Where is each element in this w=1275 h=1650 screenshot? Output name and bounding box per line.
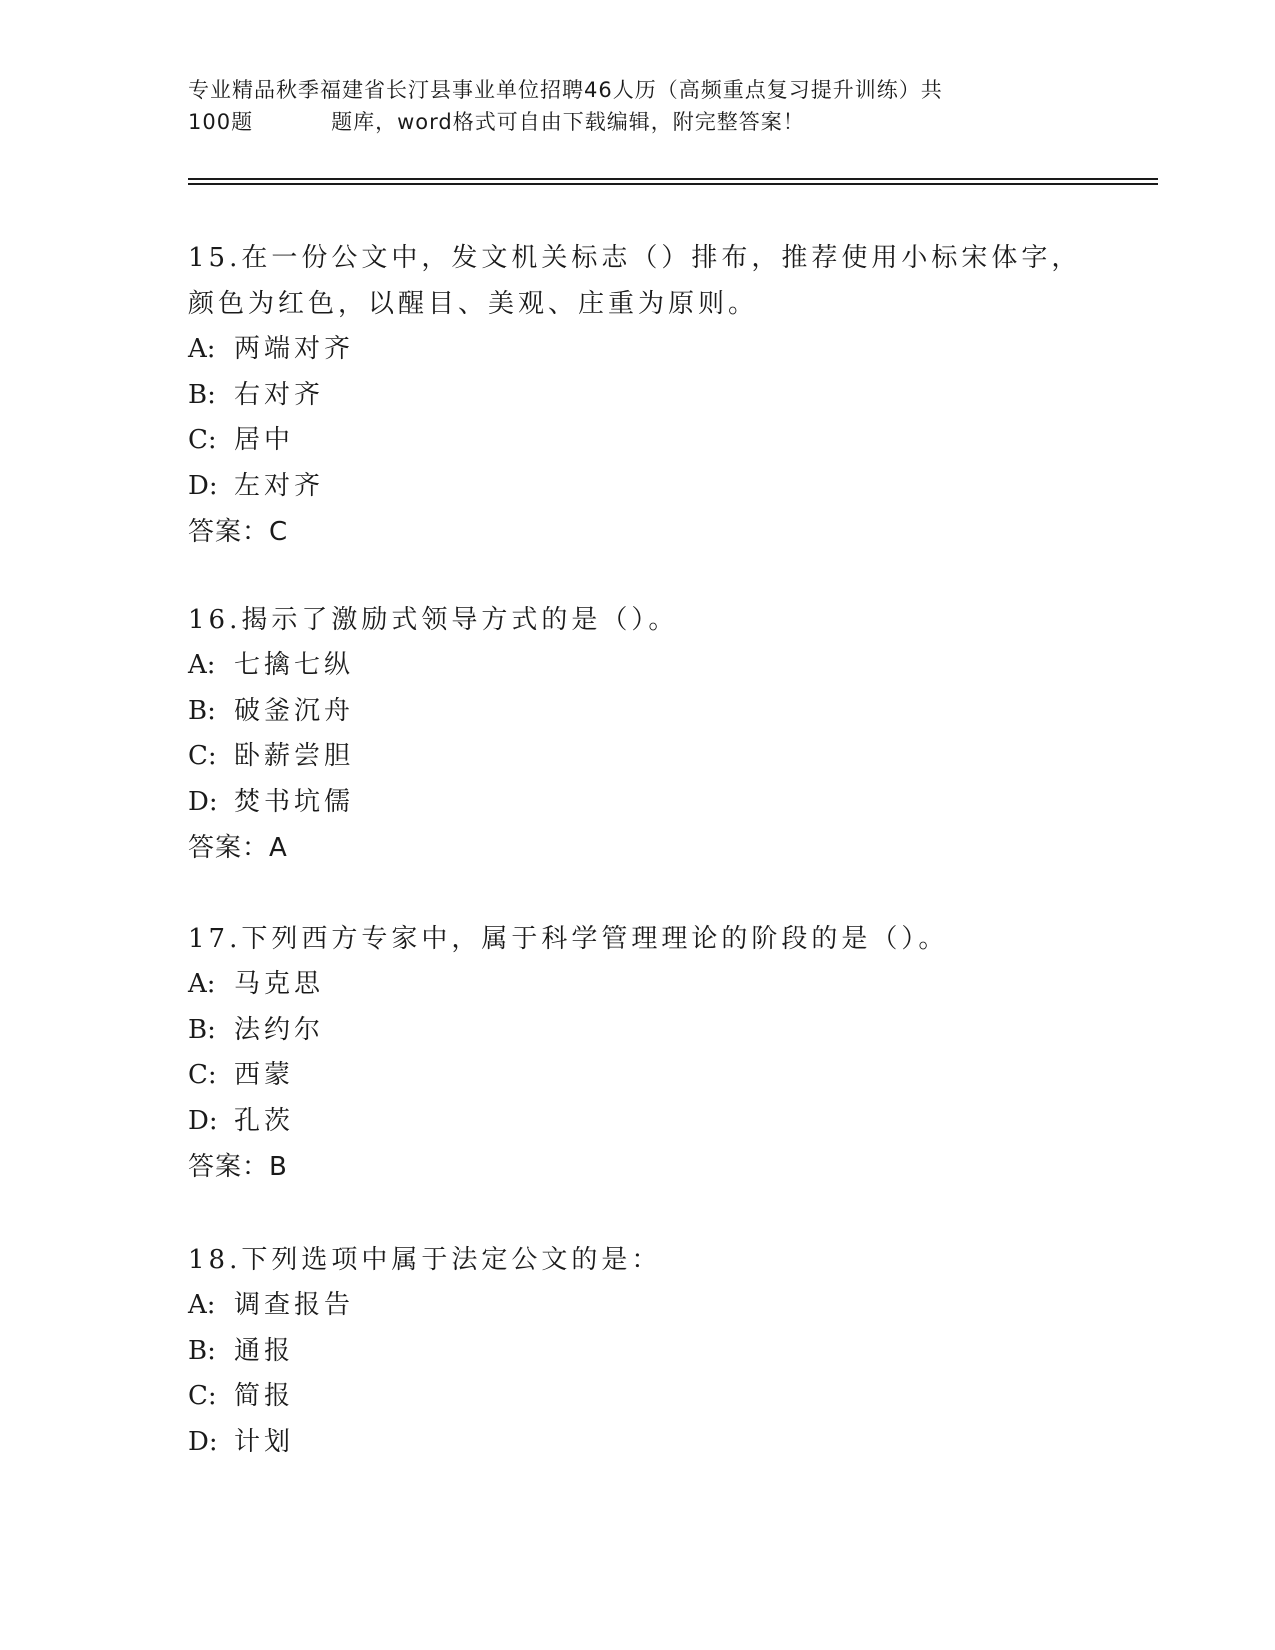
question-text: 下列西方专家中，属于科学管理理论的阶段的是（）。 <box>241 924 949 954</box>
answer-line: 答案：B <box>188 1152 288 1182</box>
option-a <box>188 1283 1088 1329</box>
header-question-count: 100题 <box>188 110 254 134</box>
option-d <box>188 1099 1088 1145</box>
option-a <box>188 327 1088 373</box>
option-letter: A: <box>188 1290 216 1320</box>
option-letter: B: <box>188 379 216 410</box>
option-text: 通报 <box>234 1335 295 1366</box>
option-letter: B: <box>188 1014 216 1045</box>
header-divider-top <box>188 178 1158 180</box>
option-b <box>188 1008 1088 1054</box>
question-15 <box>188 235 1088 555</box>
question-stem <box>188 235 1088 327</box>
option-text: 破釜沉舟 <box>234 695 355 726</box>
option-text: 计划 <box>234 1426 295 1457</box>
question-text: 下列选项中属于法定公文的是： <box>241 1245 662 1275</box>
option-text: 右对齐 <box>234 379 325 410</box>
option-letter: C: <box>188 741 217 771</box>
option-text: 左对齐 <box>234 470 325 501</box>
option-c <box>188 418 1088 464</box>
option-d <box>188 464 1088 510</box>
option-c <box>188 734 1088 780</box>
header-title-line1: 专业精品秋季福建省长汀县事业单位招聘46人历（高频重点复习提升训练）共 <box>188 78 943 102</box>
option-b <box>188 1329 1088 1375</box>
option-text: 两端对齐 <box>234 334 355 364</box>
option-letter: A: <box>188 969 216 999</box>
question-text: 在一份公文中，发文机关标志（）排布，推荐使用小标宋体字，颜色为红色，以醒目、美观、庄重为原则。 <box>188 243 1082 319</box>
option-text: 七擒七纵 <box>234 650 355 680</box>
question-stem <box>188 916 1088 962</box>
option-text: 马克思 <box>234 969 325 999</box>
option-letter: B: <box>188 695 216 726</box>
option-letter: A: <box>188 334 216 364</box>
option-text: 西蒙 <box>234 1060 295 1090</box>
option-letter: C: <box>188 425 217 455</box>
option-letter: B: <box>188 1335 216 1366</box>
option-text: 孔茨 <box>234 1105 295 1136</box>
option-letter: C: <box>188 1060 217 1090</box>
option-text: 调查报告 <box>234 1290 355 1320</box>
option-text: 卧薪尝胆 <box>234 741 355 771</box>
answer-line: 答案：C <box>188 517 289 547</box>
answer-line: 答案：A <box>188 833 288 863</box>
option-a <box>188 962 1088 1008</box>
question-number: 18. <box>188 1245 242 1275</box>
question-number: 16. <box>188 605 242 635</box>
question-number: 15. <box>188 243 242 273</box>
option-letter: D: <box>188 1426 218 1457</box>
header-description: 题库，word格式可自由下载编辑，附完整答案！ <box>331 110 805 134</box>
question-stem <box>188 1237 1088 1283</box>
option-text: 法约尔 <box>234 1014 325 1045</box>
option-letter: D: <box>188 1105 218 1136</box>
question-16 <box>188 597 1088 871</box>
option-letter: A: <box>188 650 216 680</box>
option-a <box>188 643 1088 689</box>
option-d <box>188 1420 1088 1466</box>
option-text: 居中 <box>234 425 295 455</box>
option-letter: D: <box>188 470 218 501</box>
option-b <box>188 373 1088 419</box>
option-c <box>188 1053 1088 1099</box>
question-stem <box>188 597 1088 643</box>
question-number: 17. <box>188 924 242 954</box>
question-18 <box>188 1237 1088 1465</box>
question-text: 揭示了激励式领导方式的是（）。 <box>241 605 679 635</box>
option-c <box>188 1374 1088 1420</box>
question-17 <box>188 916 1088 1190</box>
option-letter: D: <box>188 786 218 817</box>
option-b <box>188 689 1088 735</box>
header-divider-bottom <box>188 183 1158 185</box>
header-title-line2 <box>188 106 1068 138</box>
document-header <box>188 74 1068 138</box>
option-text: 焚书坑儒 <box>234 786 355 817</box>
option-d <box>188 780 1088 826</box>
option-letter: C: <box>188 1381 217 1411</box>
option-text: 简报 <box>234 1381 295 1411</box>
